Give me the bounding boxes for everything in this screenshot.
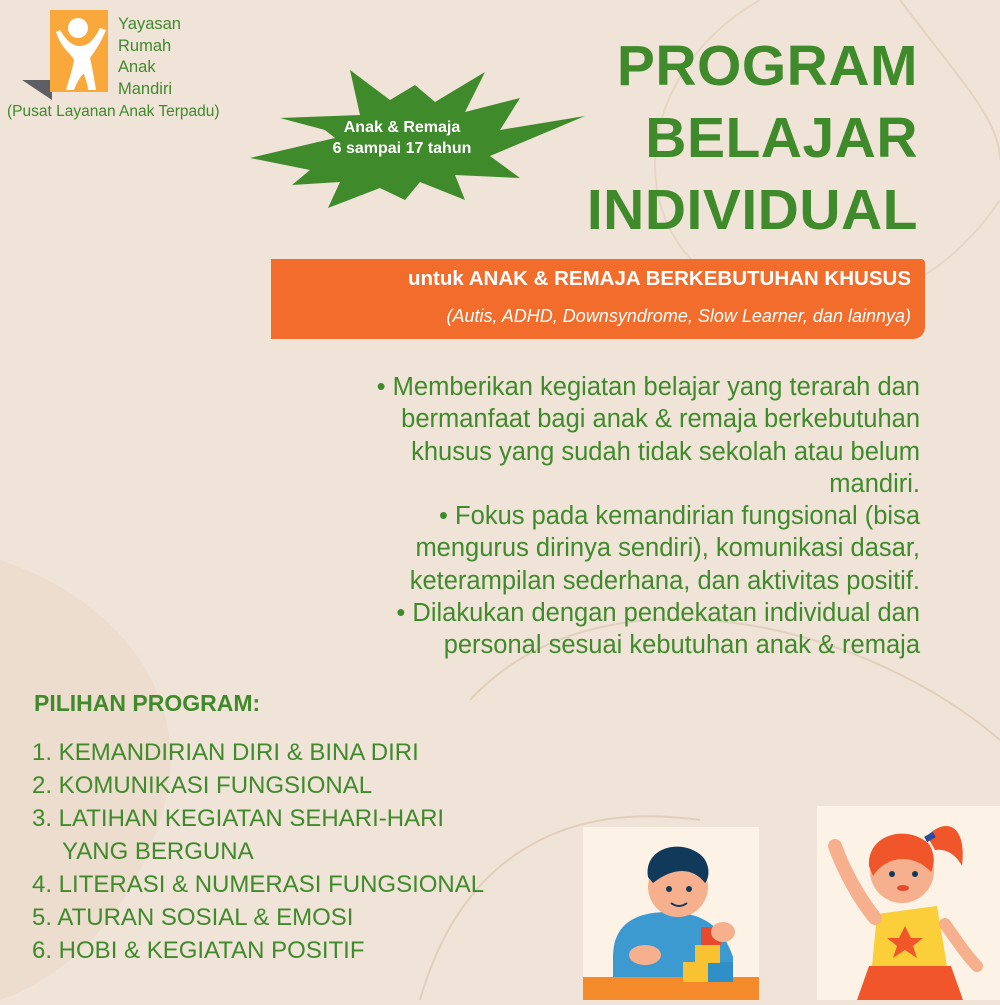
age-badge <box>302 117 502 159</box>
program-options-heading: PILIHAN PROGRAM: <box>34 690 261 716</box>
description-bullets <box>200 371 920 662</box>
badge-line-2: 6 sampai 17 tahun <box>332 140 472 157</box>
title-line-2: BELAJAR <box>645 106 918 170</box>
program-item: 5. ATURAN SOSIAL & EMOSI <box>32 904 354 931</box>
program-item: 3. LATIHAN KEGIATAN SEHARI-HARI <box>32 805 445 832</box>
program-options-list <box>32 736 484 967</box>
logo-line: Yayasan <box>118 15 181 33</box>
bullet-line: • Memberikan kegiatan belajar yang terarah dan <box>376 373 920 401</box>
bullet-line: bermanfaat bagi anak & remaja berkebutuhan <box>401 405 920 434</box>
title-line-1: PROGRAM <box>616 34 918 98</box>
boy-with-blocks-illustration <box>583 827 759 1000</box>
logo-line: Rumah <box>118 36 172 55</box>
bullet-line: personal sesuai kebutuhan anak & remaja <box>443 631 920 660</box>
bullet-line: • Dilakukan dengan pendekatan individual dan <box>396 599 920 628</box>
program-item: 2. KOMUNIKASI FUNGSIONAL <box>32 772 373 799</box>
logo-line: Mandiri <box>118 79 173 98</box>
banner-heading: untuk ANAK & REMAJA BERKEBUTUHAN KHUSUS <box>407 267 911 290</box>
banner-subheading: (Autis, ADHD, Downsyndrome, Slow Learner, dan lainnya) <box>446 306 911 326</box>
bullet-line: mengurus dirinya sendiri), komunikasi dasar, <box>415 534 920 563</box>
program-item: 6. HOBI & KEGIATAN POSITIF <box>32 937 365 964</box>
girl-waving-illustration <box>817 806 1000 1000</box>
program-item: 4. LITERASI & NUMERASI FUNGSIONAL <box>32 871 485 898</box>
program-item: 1. KEMANDIRIAN DIRI & BINA DIRI <box>32 739 419 766</box>
title-line-3: INDIVIDUAL <box>586 178 918 242</box>
foundation-name <box>118 14 181 100</box>
bullet-line: khusus yang sudah tidak sekolah atau belum <box>411 437 920 466</box>
badge-line-1: Anak & Remaja <box>343 119 461 136</box>
bullet-line: mandiri. <box>829 469 920 498</box>
girl-icon <box>817 806 1000 1000</box>
target-audience-banner <box>271 259 925 339</box>
foundation-subtitle: (Pusat Layanan Anak Terpadu) <box>7 103 220 120</box>
boy-icon <box>583 827 759 1000</box>
foundation-logo-icon <box>22 10 112 100</box>
program-item-continuation: YANG BERGUNA <box>62 838 254 865</box>
bullet-line: keterampilan sederhana, dan aktivitas positif. <box>409 566 920 595</box>
page-title <box>587 30 918 246</box>
logo-line: Anak <box>118 58 156 76</box>
bullet-line: • Fokus pada kemandirian fungsional (bisa <box>439 502 920 531</box>
